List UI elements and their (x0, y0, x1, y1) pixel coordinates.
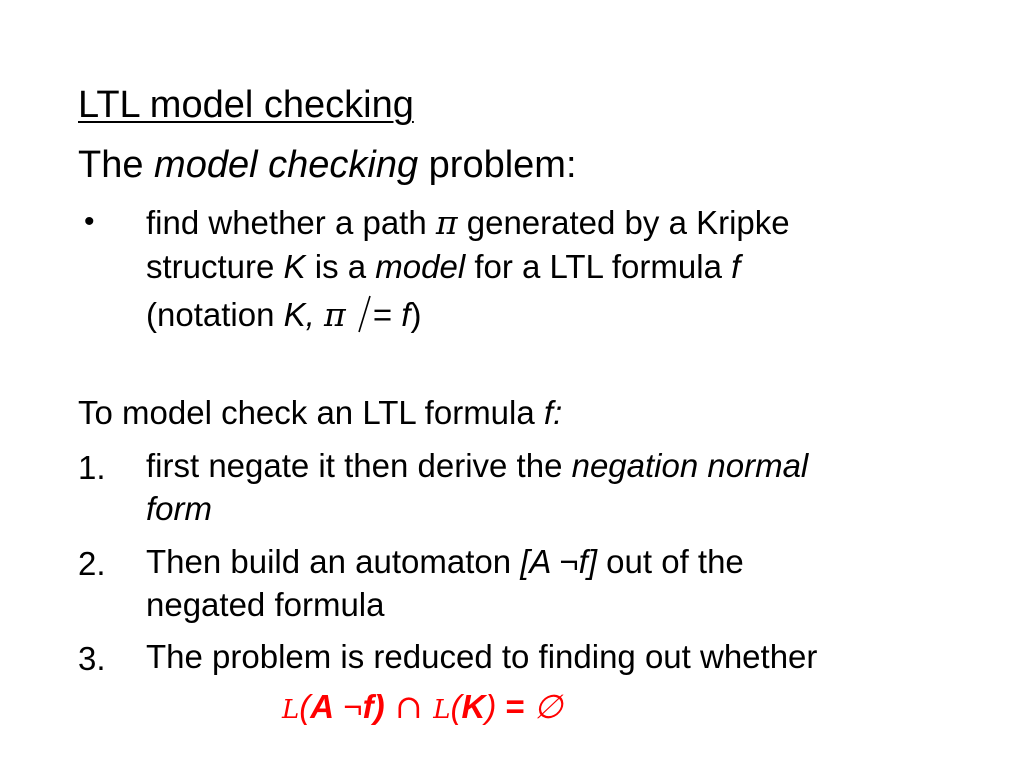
bullet-line-1 (146, 203, 790, 242)
paren-close-2: ) (485, 688, 497, 725)
bullet-line-1-text-b: generated by a Kripke (457, 204, 790, 241)
step-2-number: 2. (78, 545, 106, 582)
language-l-1: L (282, 695, 300, 725)
language-l-2: L (433, 695, 451, 725)
slide-title (78, 86, 414, 124)
step-3-number: 3. (78, 640, 106, 677)
paren-close-1: ) (373, 688, 385, 725)
step-3-line-1: The problem is reduced to finding out whether (146, 638, 818, 675)
kripke-k: K (283, 248, 306, 285)
paren-open-2: ( (450, 688, 462, 725)
intro-line (78, 396, 562, 429)
step-2-automaton: [A ¬f] (520, 543, 597, 580)
notation-open: (notation (146, 296, 284, 333)
notation-k: K, (283, 296, 315, 333)
formula-f-red: f (362, 688, 374, 725)
pi-symbol: π (435, 203, 458, 242)
step-1-emphasis: negation normal (571, 447, 809, 484)
model-emphasis: model (375, 248, 466, 285)
intro-f: f (543, 394, 554, 431)
notation-equals: = (372, 296, 393, 333)
equals-symbol: = (496, 688, 534, 725)
bullet-line-1-text-a: find whether a path (146, 204, 436, 241)
negation-symbol: ¬ (334, 688, 363, 725)
step-1-number: 1. (78, 449, 106, 486)
intro-colon: : (553, 394, 563, 431)
empty-set-symbol: ∅ (533, 687, 563, 726)
slide-title-text: LTL model checking (78, 84, 414, 126)
bullet-line-2-text-b: is a (305, 248, 376, 285)
subtitle-pre: The (78, 144, 155, 186)
bullet-marker: • (84, 205, 95, 238)
models-slash-icon (355, 294, 373, 334)
step-2-text-a: Then build an automaton (146, 543, 521, 580)
paren-open-1: ( (299, 688, 311, 725)
step-2-text-b: out of the (597, 543, 744, 580)
subtitle-emphasis: model checking (154, 144, 419, 186)
bullet-line-2 (146, 250, 740, 283)
step-2-line-2: negated formula (146, 586, 385, 623)
bullet-line-2-text-c: for a LTL formula (465, 248, 732, 285)
formula-f: f (731, 248, 741, 285)
automaton-a: A (310, 688, 335, 725)
intersection-symbol: ∩ (384, 687, 434, 726)
bullet-line-2-text-a: structure (146, 248, 284, 285)
subtitle-post: problem: (418, 144, 577, 186)
emptiness-formula (282, 687, 563, 726)
notation-f: f (401, 296, 411, 333)
step-1-line-2: form (146, 490, 212, 527)
slide-subtitle (78, 146, 577, 184)
bullet-line-3 (146, 294, 421, 334)
step-1-text: first negate it then derive the (146, 447, 572, 484)
intro-text: To model check an LTL formula (78, 394, 544, 431)
notation-close: ) (410, 296, 422, 333)
notation-pi: π (323, 295, 346, 334)
step-1-line-1 (146, 449, 808, 482)
kripke-k-red: K (461, 688, 486, 725)
step-2-line-1 (146, 545, 744, 578)
